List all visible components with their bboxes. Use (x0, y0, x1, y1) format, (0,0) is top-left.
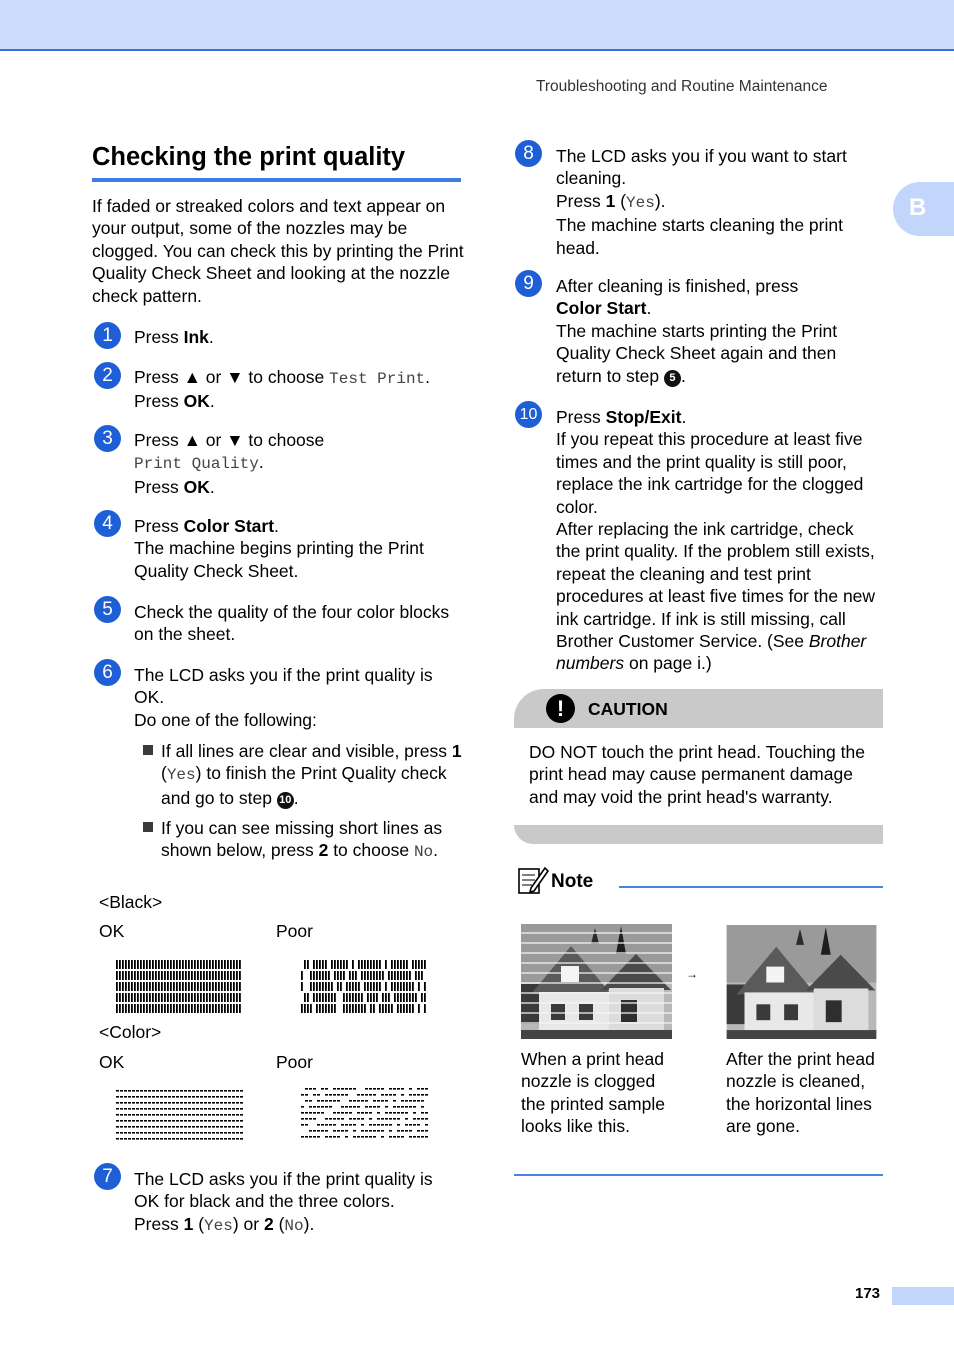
bullet-square (143, 822, 153, 832)
step-ref-badge: 10 (277, 792, 294, 809)
intro-paragraph: If faded or streaked colors and text appear on your output, some of the nozzles may be clogged. You can check this by printing the Print Quality Check Sheet and looking at the nozzle check pattern. (92, 196, 464, 306)
step-4-text: Press Color Start. The machine begins printing the Print Quality Check Sheet. (134, 516, 424, 581)
black-ok-pattern (116, 960, 244, 1014)
caption-before: When a print head nozzle is clogged the printed sample looks like this. (521, 1049, 665, 1137)
page-number: 173 (855, 1285, 881, 1302)
step-2-text: Press ▲ or ▼ to choose Test Print. Press OK. (134, 367, 431, 412)
step-3-text: Press ▲ or ▼ to choose Print Quality. Press OK. (134, 430, 325, 497)
black-ok-label: OK (99, 921, 125, 941)
caution-footer-bar (514, 825, 883, 844)
step-3-number: 3 (94, 425, 121, 452)
house-photo-clogged (521, 924, 672, 1039)
top-header-band (0, 0, 954, 51)
arrow-icon: → (686, 967, 698, 981)
exclamation-icon: ! (546, 694, 575, 723)
step-4-number: 4 (94, 510, 121, 537)
house-photo-cleaned (726, 925, 877, 1039)
step-7-number: 7 (94, 1163, 121, 1190)
chapter-tab (893, 182, 954, 236)
step-6-option-1: If all lines are clear and visible, press 1 (Yes) to finish the Print Quality check and go to step 10 . (161, 741, 462, 808)
color-poor-pattern (301, 1088, 429, 1142)
black-poor-pattern (301, 960, 429, 1014)
step-2-number: 2 (94, 362, 121, 389)
note-pencil-icon (517, 865, 549, 895)
step-1-text: Press Ink. (134, 327, 214, 347)
bullet-square (143, 745, 153, 755)
step-10-number: 10 (515, 401, 542, 428)
step-6-number: 6 (94, 659, 121, 686)
black-label: <Black> (99, 892, 163, 912)
step-8-number: 8 (515, 140, 542, 167)
step-6-option-2: If you can see missing short lines as shown below, press 2 to choose No. (161, 818, 443, 862)
color-ok-label: OK (99, 1052, 125, 1072)
note-rule (619, 886, 883, 888)
step-6-text: The LCD asks you if the print quality is OK. Do one of the following: (134, 665, 433, 730)
caution-label: CAUTION (588, 699, 668, 719)
title-underline (92, 178, 461, 182)
step-8-text: The LCD asks you if you want to start cleaning. Press 1 (Yes). The machine starts cleaning the print head. (556, 146, 847, 258)
step-9-number: 9 (515, 270, 542, 297)
section-title: Checking the print quality (92, 143, 406, 171)
step-7-text: The LCD asks you if the print quality is OK for black and the three colors. Press 1 (Yes) or 2 (No). (134, 1169, 433, 1235)
step-5-text: Check the quality of the four color blocks on the sheet. (134, 602, 450, 645)
step-1-number: 1 (94, 322, 121, 349)
chapter-tab-letter: B (909, 194, 927, 221)
color-ok-pattern (116, 1090, 244, 1144)
caption-after: After the print head nozzle is cleaned, the horizontal lines are gone. (726, 1049, 875, 1137)
step-5-number: 5 (94, 596, 121, 623)
step-9-text: After cleaning is finished, press Color Start. The machine starts printing the Print Quality Check Sheet again and then return to step 5 . (556, 276, 838, 386)
color-label: <Color> (99, 1022, 162, 1042)
black-poor-label: Poor (276, 921, 313, 941)
running-header: Troubleshooting and Routine Maintenance (536, 78, 828, 95)
note-bottom-rule (514, 1174, 883, 1176)
color-poor-label: Poor (276, 1052, 313, 1072)
step-10-text: Press Stop/Exit. If you repeat this procedure at least five times and the print quality is still poor, replace the ink cartridge for the clogged color. After replacing the ink cartridge, check the print quality. If the problem still exists, repeat the cleaning and test print procedures at least five times for the new ink cartridge. If ink is still missing, call Brother Customer Service. (See Brother numbers on page i.) (556, 407, 876, 674)
note-label: Note (551, 871, 594, 892)
caution-text: DO NOT touch the print head. Touching the print head may cause permanent damage and may void the print head's warranty. (529, 742, 865, 807)
step-ref-badge: 5 (664, 370, 681, 387)
page-tab (892, 1287, 954, 1305)
